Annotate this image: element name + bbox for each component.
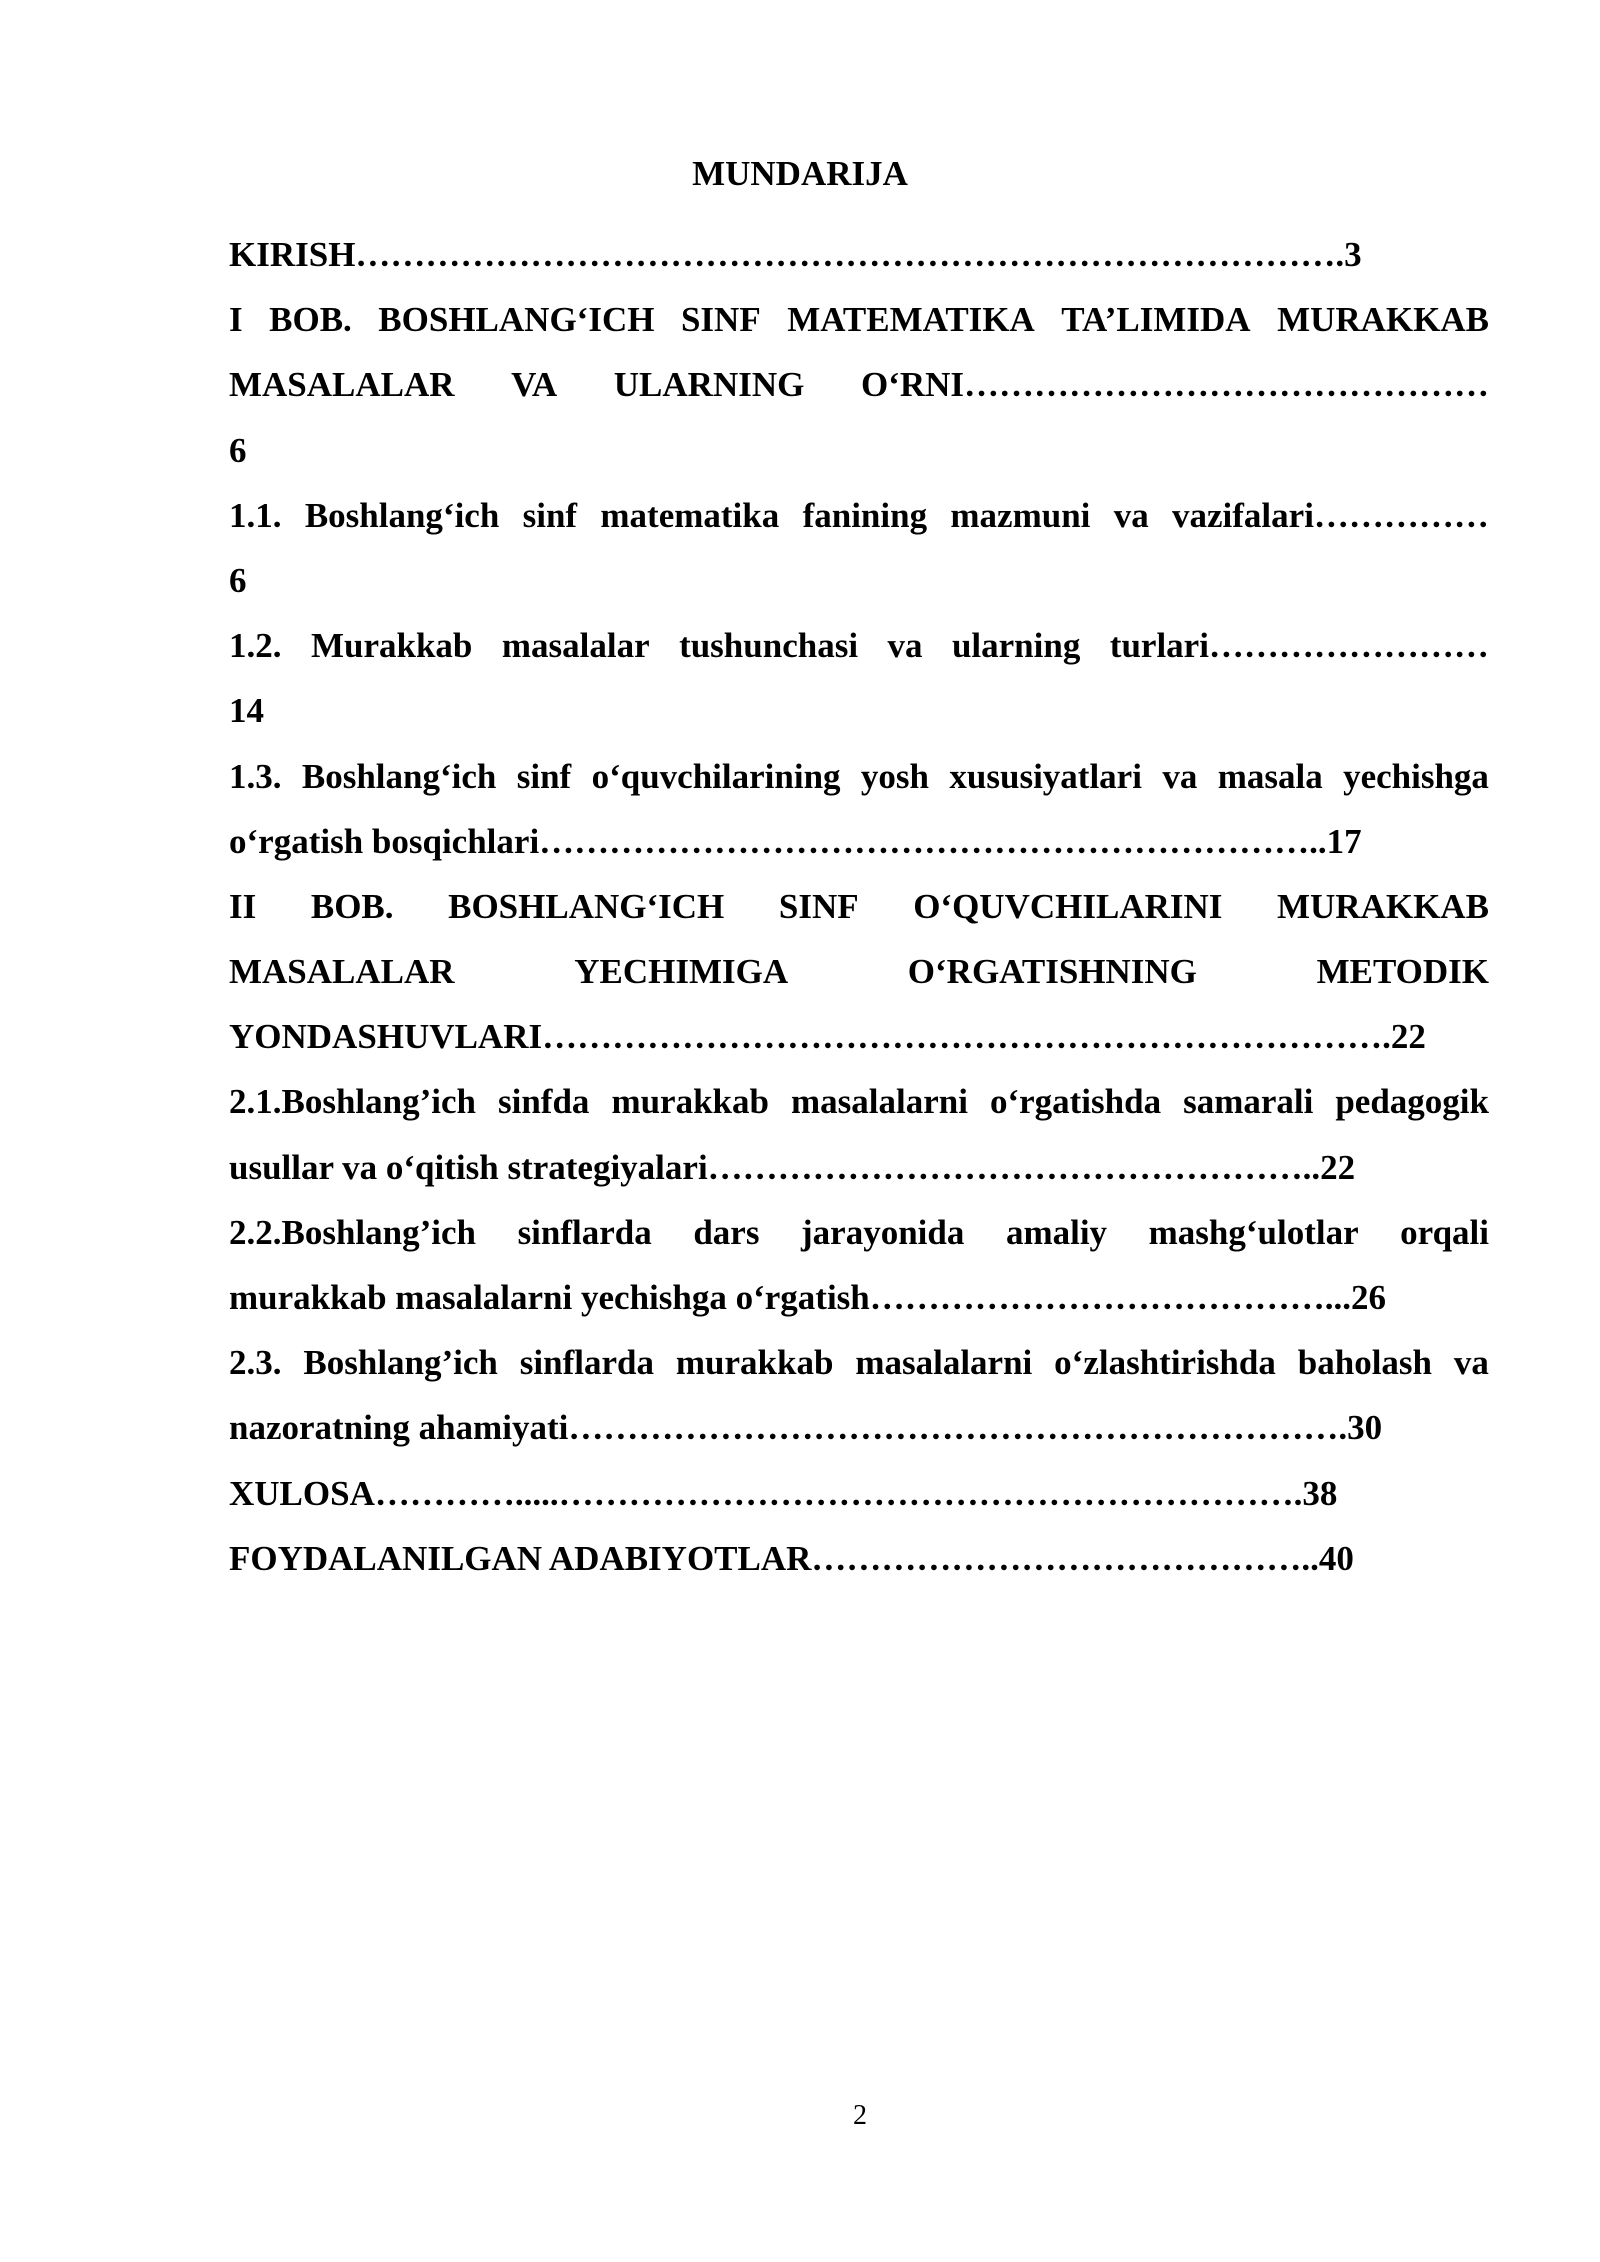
- toc-word: YECHIMIGA: [574, 952, 789, 992]
- toc-word: orqali: [1400, 1212, 1489, 1252]
- toc-word: O‘RNI………………………………………: [860, 365, 1489, 405]
- toc-line: [229, 1069, 1489, 1134]
- toc-line: [229, 352, 1489, 417]
- toc-word: Boshlang‘ich: [301, 756, 497, 796]
- toc-word: samarali: [1183, 1082, 1314, 1122]
- toc-word: o‘rgatishda: [989, 1082, 1162, 1122]
- toc-word: 1.2.: [229, 626, 282, 666]
- toc-word: sinflarda: [519, 1343, 654, 1383]
- toc-word: vazifalari……………: [1172, 495, 1489, 535]
- toc-word: O‘QUVCHILARINI: [913, 886, 1223, 926]
- toc-line: [229, 744, 1489, 809]
- toc-word: VA: [511, 365, 558, 405]
- toc-line: [229, 874, 1489, 939]
- toc-word: 1.1.: [229, 495, 282, 535]
- toc-word: masalalarni: [791, 1082, 968, 1122]
- toc-line: 14: [229, 691, 264, 731]
- toc-word: BOB.: [269, 300, 352, 340]
- toc-word: BOSHLANG‘ICH: [448, 886, 725, 926]
- toc-word: jarayonida: [801, 1212, 965, 1252]
- toc-word: MURAKKAB: [1277, 886, 1489, 926]
- toc-word: 2.2.Boshlang’ich: [229, 1212, 476, 1252]
- toc-word: MASALALAR: [229, 952, 455, 992]
- toc-word: sinfda: [498, 1082, 590, 1122]
- toc-line: [229, 483, 1489, 548]
- toc-word: ULARNING: [613, 365, 805, 405]
- toc-word: II: [229, 886, 257, 926]
- toc-word: va: [887, 626, 923, 666]
- toc-word: sinf: [516, 756, 572, 796]
- toc-word: amaliy: [1005, 1212, 1108, 1252]
- toc-line: YONDASHUVLARI……………………………………………………………….22: [229, 1017, 1426, 1057]
- toc-word: masala: [1217, 756, 1323, 796]
- toc-word: masalalarni: [855, 1343, 1033, 1383]
- toc-line: nazoratning ahamiyati………………………………………………………….30: [229, 1408, 1383, 1448]
- toc-word: xususiyatlari: [949, 756, 1142, 796]
- toc-line: FOYDALANILGAN ADABIYOTLAR……………………………………..40: [229, 1538, 1354, 1578]
- toc-line: 6: [229, 430, 247, 470]
- toc-line: [229, 613, 1489, 678]
- toc-word: ularning: [951, 626, 1081, 666]
- toc-line: 6: [229, 560, 247, 600]
- toc-word: yechishga: [1343, 756, 1489, 796]
- toc-line: [229, 1330, 1489, 1395]
- page-title: MUNDARIJA: [692, 154, 908, 193]
- page-number: 2: [853, 2100, 867, 2131]
- toc-word: murakkab: [611, 1082, 769, 1122]
- toc-word: baholash: [1297, 1343, 1433, 1383]
- toc-word: matematika: [600, 495, 780, 535]
- toc-word: 2.1.Boshlang’ich: [229, 1082, 476, 1122]
- toc-word: turlari……………………: [1109, 626, 1489, 666]
- toc-word: Murakkab: [310, 626, 473, 666]
- toc-word: mazmuni: [950, 495, 1091, 535]
- toc-word: va: [1453, 1343, 1489, 1383]
- toc-word: MATEMATIKA: [787, 300, 1035, 340]
- toc-word: METODIK: [1316, 952, 1489, 992]
- toc-line: murakkab masalalarni yechishga o‘rgatish…………………………………...26: [229, 1278, 1386, 1317]
- toc-word: va: [1162, 756, 1198, 796]
- toc-line: usullar va o‘qitish strategiyalari……………………………………………..22: [229, 1147, 1356, 1187]
- toc-word: BOSHLANG‘ICH: [378, 300, 655, 340]
- toc-word: sinflarda: [517, 1212, 652, 1252]
- toc-word: murakkab: [675, 1343, 834, 1383]
- toc-word: SINF: [680, 300, 761, 340]
- toc-word: BOB.: [310, 886, 394, 926]
- toc-word: masalalar: [501, 626, 650, 666]
- toc-line: KIRISH………………………………………………………………………….3: [229, 235, 1362, 274]
- toc-word: I: [229, 300, 243, 340]
- toc-word: TA’LIMIDA: [1061, 300, 1251, 340]
- toc-word: o‘quvchilarining: [591, 756, 841, 796]
- toc-word: tushunchasi: [679, 626, 859, 666]
- toc-word: yosh: [860, 756, 930, 796]
- toc-word: 1.3.: [229, 756, 282, 796]
- toc-line: [229, 1200, 1489, 1265]
- toc-word: mashg‘ulotlar: [1148, 1212, 1359, 1252]
- table-of-contents: [229, 222, 1489, 1591]
- toc-word: 2.3.: [229, 1343, 282, 1383]
- toc-word: sinf: [522, 495, 578, 535]
- toc-word: O‘RGATISHNING: [907, 952, 1197, 992]
- toc-word: MASALALAR: [229, 365, 455, 405]
- toc-word: SINF: [778, 886, 859, 926]
- toc-word: MURAKKAB: [1277, 300, 1489, 340]
- toc-word: Boshlang‘ich: [304, 495, 500, 535]
- toc-word: va: [1113, 495, 1149, 535]
- toc-word: pedagogik: [1335, 1082, 1489, 1122]
- toc-word: fanining: [802, 495, 928, 535]
- toc-line: [229, 287, 1489, 352]
- toc-word: o‘zlashtirishda: [1054, 1343, 1276, 1383]
- toc-line: XULOSA………….....……………………………………………………….38: [229, 1473, 1338, 1513]
- toc-line: o‘rgatish bosqichlari…………………………………………………………..17: [229, 821, 1362, 861]
- toc-line: [229, 939, 1489, 1004]
- toc-word: dars: [693, 1212, 760, 1252]
- toc-word: Boshlang’ich: [303, 1343, 498, 1383]
